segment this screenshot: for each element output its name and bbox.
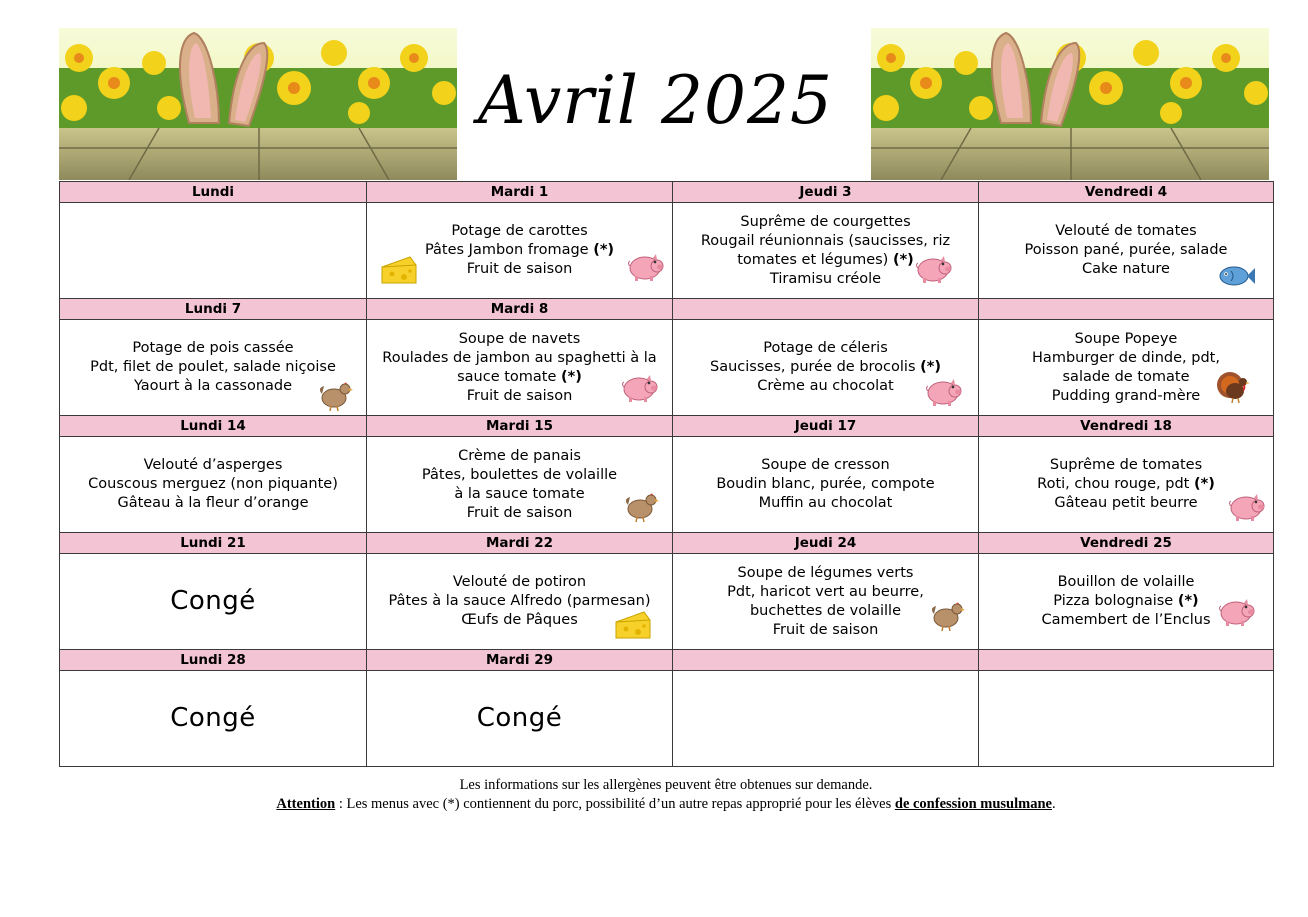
menu-cell [367,203,673,299]
menu-cell [979,437,1274,533]
menu-cell [979,320,1274,416]
menu-row [60,320,1274,416]
dish-line: Poisson pané, purée, salade [1024,242,1228,258]
dish-line: Potage de carottes [451,223,588,239]
holiday-label: Congé [170,703,256,733]
day-header: Vendredi 18 [979,416,1274,437]
cheese-icon [614,608,652,642]
dish-line: Fruit de saison [466,261,573,277]
dish-line: Fruit de saison [466,504,573,521]
day-header-row [60,533,1274,554]
menu-cell [673,671,979,767]
day-header: Jeudi 24 [673,533,979,554]
confession-text: de confession musulmane [894,796,1052,812]
menu-cell [673,203,979,299]
menu-cell [60,320,367,416]
menu-cell [673,554,979,650]
chicken-icon [622,489,660,523]
dish-line: Soupe de navets [458,330,581,347]
menu-cell [673,320,979,416]
dish-line: Soupe de cresson [761,457,890,473]
menu-cell [673,437,979,533]
dish-line: Soupe de légumes verts [737,564,914,581]
dish-line: Roti, chou rouge, pdt (*) [1037,476,1215,492]
dish-line: Hamburger de dinde, pdt, [1032,349,1220,366]
pig-icon [924,374,962,408]
chicken-icon [928,598,966,632]
menu-cell [60,671,367,767]
dish-line: Gâteau à la fleur d’orange [117,495,309,511]
dish-line: Œufs de Pâques [461,612,578,628]
pig-icon [626,249,664,283]
dish-line: Yaourt à la cassonade [133,378,293,394]
day-header: Lundi [60,182,367,203]
easter-banner-right [871,28,1269,180]
dish-line: Tiramisu créole [769,270,882,287]
holiday-label: Congé [170,586,256,616]
dish-line: Pâtes à la sauce Alfredo (parmesan) [388,593,651,609]
menu-cell [979,203,1274,299]
dish-line: salade de tomate [1062,368,1190,385]
menu-cell [367,437,673,533]
day-header-row [60,182,1274,203]
menu-cell [367,320,673,416]
dish-line: Velouté de tomates [1055,223,1197,239]
dish-line: Gâteau petit beurre [1054,495,1198,511]
easter-bunny-image [59,28,457,180]
pork-warning [59,795,1273,814]
day-header: Mardi 29 [367,650,673,671]
day-header: Jeudi 3 [673,182,979,203]
menu-row [60,671,1274,767]
footer-notes [59,776,1273,814]
day-header: Vendredi 4 [979,182,1274,203]
easter-banner-left [59,28,457,180]
day-header: Lundi 7 [60,299,367,320]
day-header: Mardi 8 [367,299,673,320]
menu-cell [979,671,1274,767]
dish-line: Potage de pois cassée [132,340,294,356]
day-header: Mardi 22 [367,533,673,554]
dish-line: Crème au chocolat [757,378,894,394]
pig-icon [1217,594,1255,628]
day-header-row [60,416,1274,437]
day-header: Jeudi 17 [673,416,979,437]
dish-line: sauce tomate (*) [457,368,582,385]
dish-line: Cake nature [1082,261,1170,277]
dish-line: Fruit de saison [466,387,573,404]
menu-calendar [59,181,1274,767]
dish-line: Suprême de tomates [1049,457,1203,473]
dish-line: Pâtes Jambon fromage (*) [424,242,615,258]
dish-line: Suprême de courgettes [740,213,911,230]
dish-line: Potage de céleris [763,340,888,356]
day-header [673,299,979,320]
day-header [979,650,1274,671]
dish-line: Pudding grand-mère [1051,387,1201,404]
chicken-icon [316,378,354,412]
day-header: Mardi 1 [367,182,673,203]
dish-line: Rougail réunionnais (saucisses, riz [700,232,951,249]
easter-bunny-image [871,28,1269,180]
menu-cell [60,437,367,533]
dish-line: Velouté d’asperges [143,457,283,473]
menu-row [60,554,1274,650]
dish-line: Fruit de saison [772,621,879,638]
pork-warning-text: : Les menus avec (*) contiennent du porc, possibilité d’un autre repas approprié pour les élèves [335,796,895,812]
dish-line: Pizza bolognaise (*) [1053,593,1199,609]
page-title: Avril 2025 [478,62,833,139]
day-header: Vendredi 25 [979,533,1274,554]
turkey-icon [1215,370,1253,404]
menu-cell [979,554,1274,650]
day-header [673,650,979,671]
dish-line: Crème de panais [458,447,581,464]
menu-cell [367,554,673,650]
menu-cell [60,203,367,299]
dish-line: Muffin au chocolat [758,495,893,511]
dish-line: Pâtes, boulettes de volaille [421,466,618,483]
menu-cell [367,671,673,767]
dish-line: Roulades de jambon au spaghetti à la [382,349,657,366]
pig-icon [620,370,658,404]
cheese-icon [380,253,418,287]
day-header: Mardi 15 [367,416,673,437]
dish-line: Boudin blanc, purée, compote [716,476,935,492]
day-header-row [60,650,1274,671]
dish-line: tomates et légumes) (*) [737,251,914,268]
dish-line: Saucisses, purée de brocolis (*) [710,359,941,375]
day-header-row [60,299,1274,320]
pork-warning-end: . [1051,796,1056,812]
pig-icon [914,251,952,285]
dish-line: Pdt, filet de poulet, salade niçoise [90,359,336,375]
dish-line: Couscous merguez (non piquante) [88,476,338,492]
pig-icon [1227,489,1265,523]
dish-line: Pdt, haricot vert au beurre, [727,583,924,600]
day-header [979,299,1274,320]
day-header: Lundi 21 [60,533,367,554]
menu-cell [60,554,367,650]
dish-line: buchettes de volaille [749,602,902,619]
fish-icon [1217,259,1255,293]
allergen-note: Les informations sur les allergènes peuvent être obtenues sur demande. [459,777,873,793]
dish-line: Velouté de potiron [452,574,587,590]
dish-line: à la sauce tomate [454,485,585,502]
menu-row [60,437,1274,533]
day-header: Lundi 28 [60,650,367,671]
day-header: Lundi 14 [60,416,367,437]
attention-label: Attention [276,796,336,812]
holiday-label: Congé [476,703,563,733]
menu-row [60,203,1274,299]
dish-line: Camembert de l’Enclus [1041,612,1211,628]
dish-line: Soupe Popeye [1074,330,1178,347]
dish-line: Bouillon de volaille [1057,574,1195,590]
